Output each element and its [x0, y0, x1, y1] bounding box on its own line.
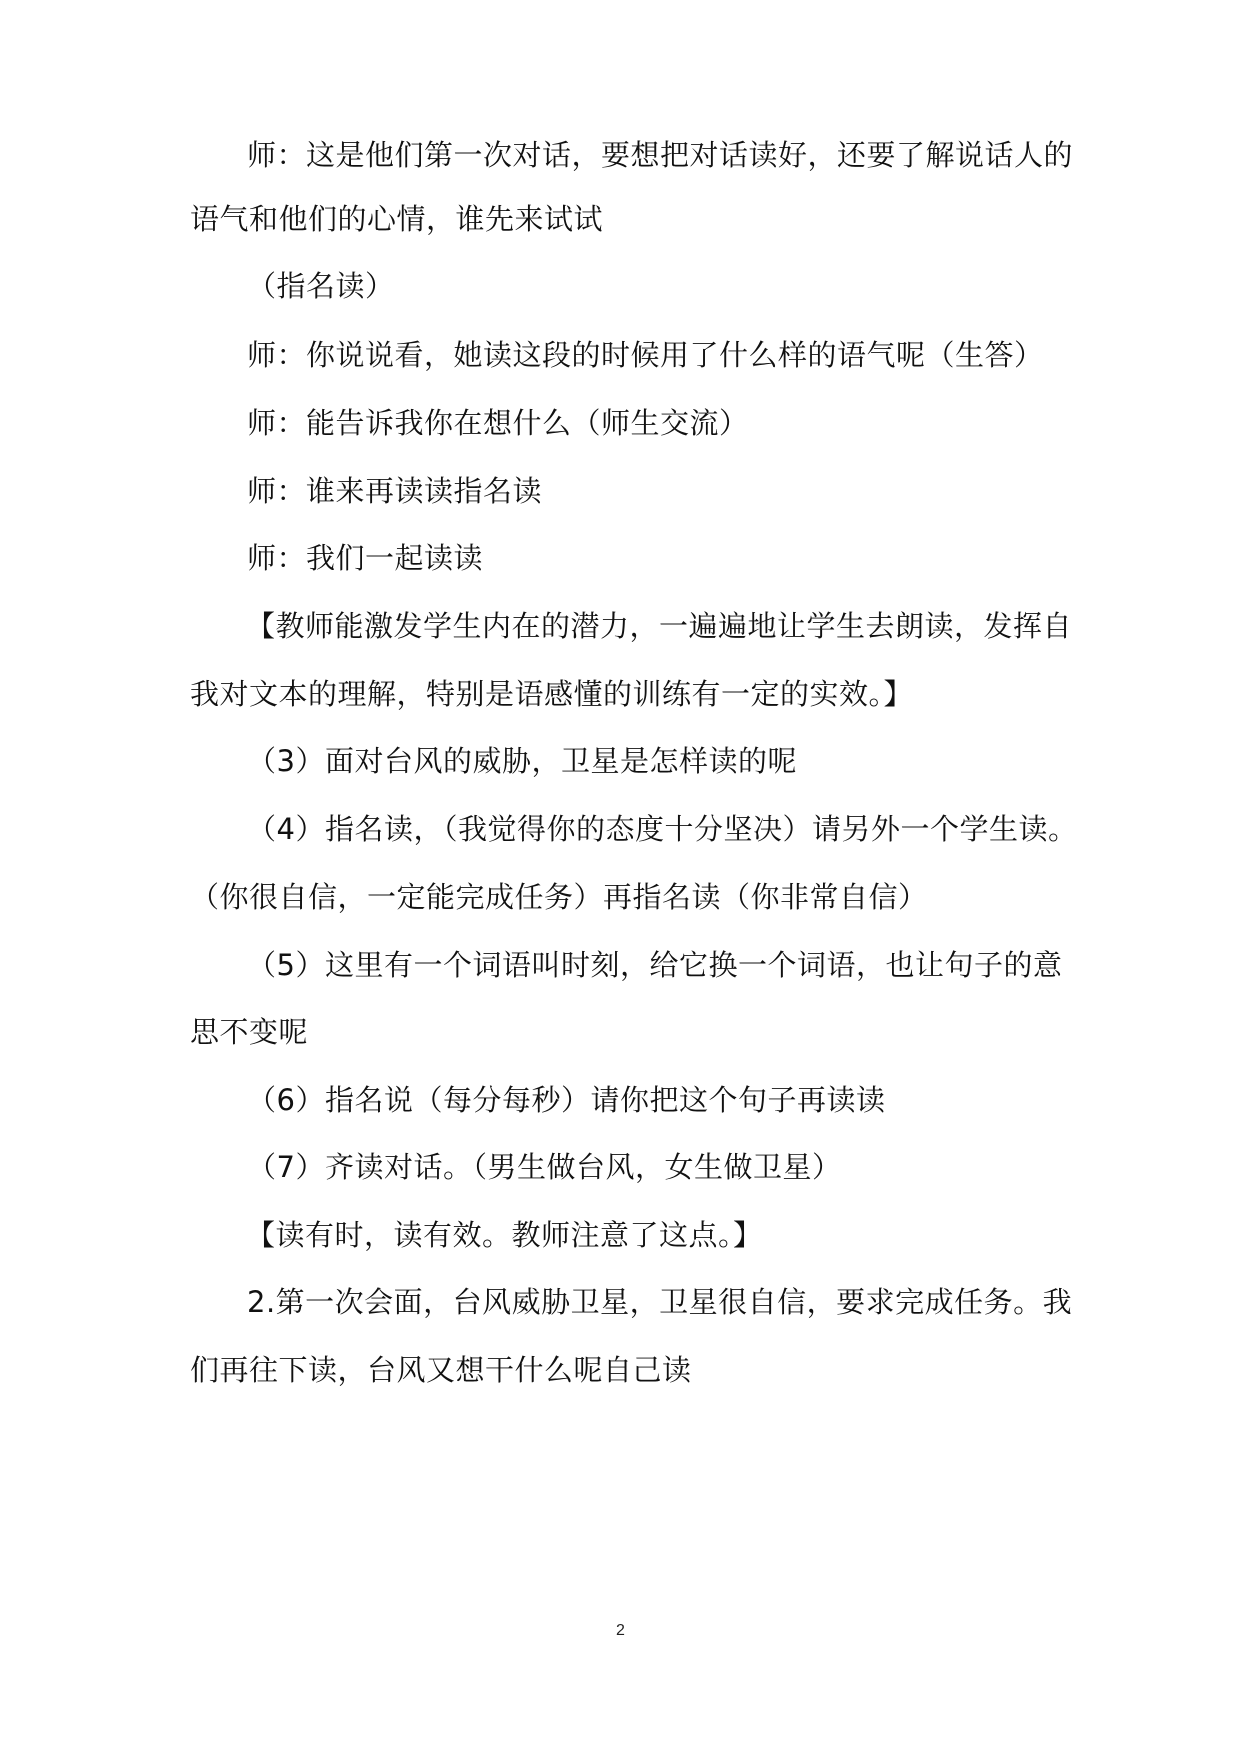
- paragraph-line: 师：这是他们第一次对话，要想把对话读好，还要了解说话人的: [247, 138, 1074, 172]
- paragraph-line: 【教师能激发学生内在的潜力，一遍遍地让学生去朗读，发挥自: [246, 609, 1073, 643]
- paragraph-line: （7）齐读对话。（男生做台风，女生做卫星）: [247, 1150, 842, 1184]
- paragraph-line: 我对文本的理解，特别是语感懂的训练有一定的实效。】: [190, 677, 914, 711]
- paragraph-line: 语气和他们的心情，谁先来试试: [190, 202, 604, 236]
- paragraph-line: （指名读）: [247, 269, 395, 303]
- paragraph-line: （5）这里有一个词语叫时刻，给它换一个词语，也让句子的意: [247, 948, 1063, 982]
- paragraph-line: 师：我们一起读读: [247, 541, 484, 575]
- paragraph-line: 【读有时，读有效。教师注意了这点。】: [246, 1218, 763, 1252]
- paragraph-line: 师：谁来再读读指名读: [247, 474, 543, 508]
- paragraph-line: 师：能告诉我你在想什么（师生交流）: [247, 406, 749, 440]
- paragraph-line: 2.第一次会面，台风威胁卫星，卫星很自信，要求完成任务。我: [247, 1285, 1073, 1319]
- paragraph-line: （你很自信，一定能完成任务）再指名读（你非常自信）: [190, 880, 928, 914]
- paragraph-line: 师：你说说看，她读这段的时候用了什么样的语气呢（生答）: [247, 338, 1044, 372]
- paragraph-line: （4）指名读，（我觉得你的态度十分坚决）请另外一个学生读。: [247, 812, 1078, 846]
- paragraph-line: （6）指名说（每分每秒）请你把这个句子再读读: [247, 1083, 886, 1117]
- paragraph-line: 思不变呢: [190, 1015, 309, 1049]
- page-number: 2: [616, 1622, 625, 1639]
- paragraph-line: （3）面对台风的威胁，卫星是怎样读的呢: [247, 744, 797, 778]
- paragraph-line: 们再往下读，台风又想干什么呢自己读: [190, 1353, 692, 1387]
